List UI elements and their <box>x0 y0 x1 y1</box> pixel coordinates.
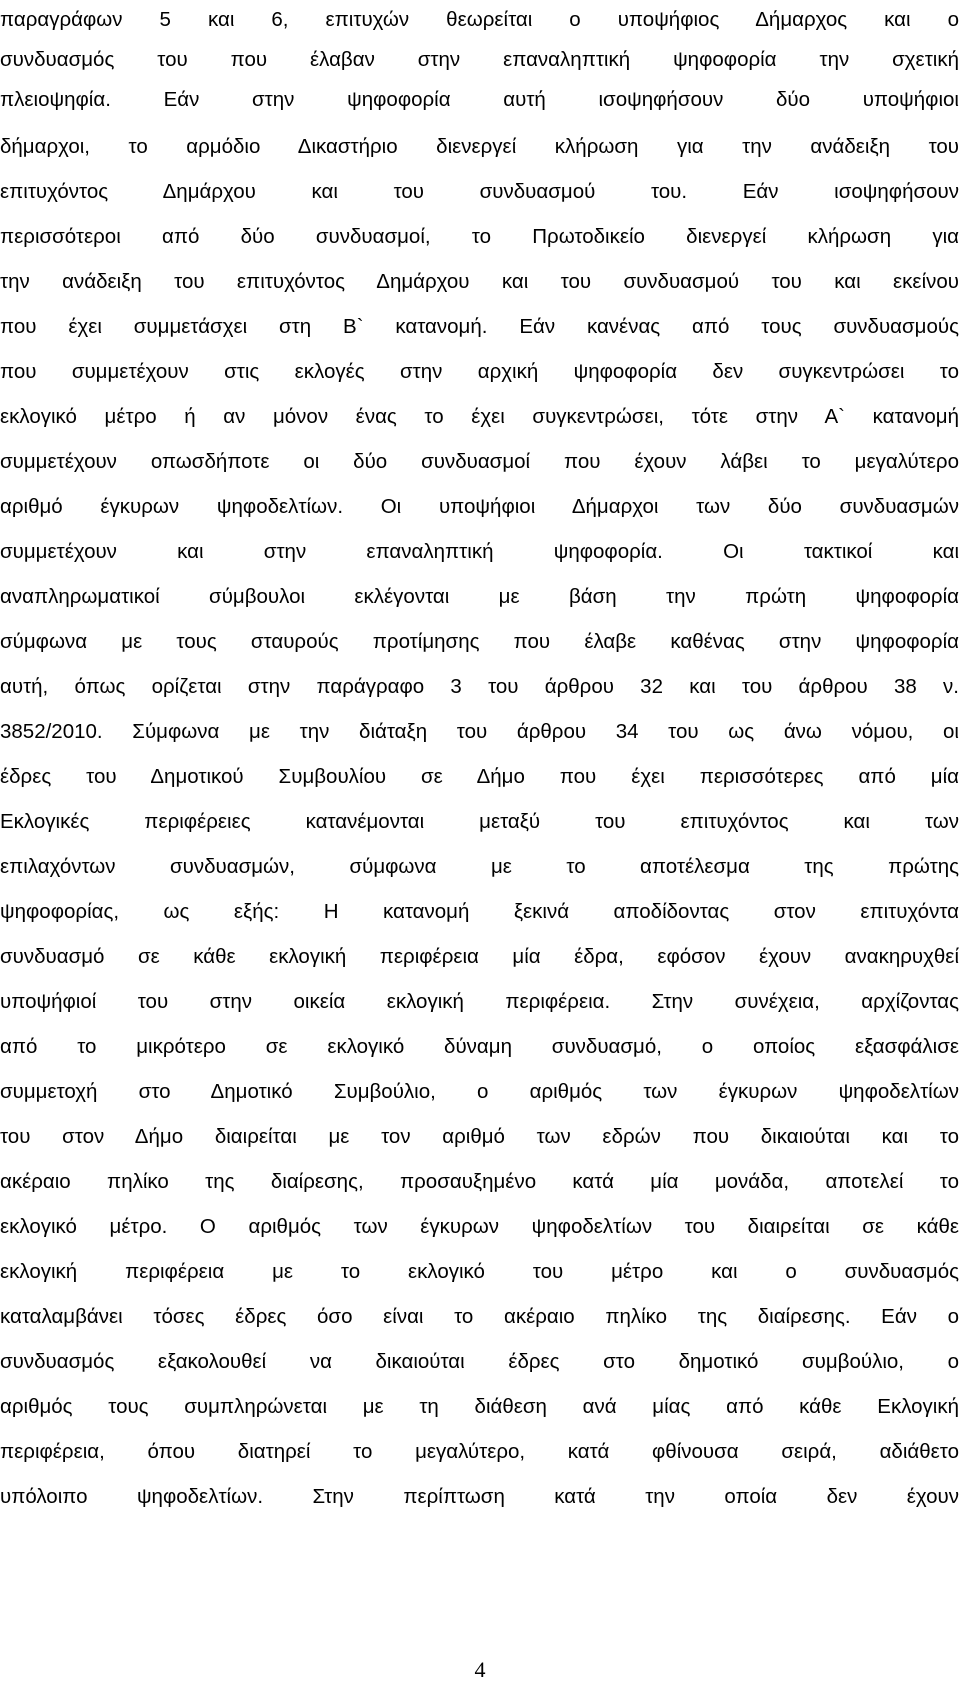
text-line: συμμετοχή στο Δημοτικό Συμβούλιο, ο αριθμός των έγκυρων ψηφοδελτίων <box>0 1080 959 1103</box>
text-line: επιλαχόντων συνδυασμών, σύμφωνα με το αποτέλεσμα της πρώτης <box>0 855 959 878</box>
text-line: εκλογικό μέτρο ή αν μόνον ένας το έχει συγκεντρώσει, τότε στην Α` κατανομή <box>0 405 959 428</box>
text-line: ακέραιο πηλίκο της διαίρεσης, προσαυξημένο κατά μία μονάδα, αποτελεί το <box>0 1170 959 1193</box>
text-line: από το μικρότερο σε εκλογικό δύναμη συνδυασμό, ο οποίος εξασφάλισε <box>0 1035 959 1058</box>
text-line: του στον Δήμο διαιρείται με τον αριθμό των εδρών που δικαιούται και το <box>0 1125 959 1148</box>
text-line: υπόλοιπο ψηφοδελτίων. Στην περίπτωση κατά την οποία δεν έχουν <box>0 1485 959 1508</box>
text-line: Εκλογικές περιφέρειες κατανέμονται μεταξύ του επιτυχόντος και των <box>0 810 959 833</box>
text-line: την ανάδειξη του επιτυχόντος Δημάρχου και του συνδυασμού του και εκείνου <box>0 270 959 293</box>
page-number: 4 <box>474 1657 486 1682</box>
text-line: καταλαμβάνει τόσες έδρες όσο είναι το ακέραιο πηλίκο της διαίρεσης. Εάν ο <box>0 1305 959 1328</box>
text-line: συμμετέχουν και στην επαναληπτική ψηφοφορία. Οι τακτικοί και <box>0 540 959 563</box>
text-line: σύμφωνα με τους σταυρούς προτίμησης που έλαβε καθένας στην ψηφοφορία <box>0 630 959 653</box>
text-line: συνδυασμός του που έλαβαν στην επαναληπτική ψηφοφορία την σχετική <box>0 48 959 71</box>
text-line: έδρες του Δημοτικού Συμβουλίου σε Δήμο που έχει περισσότερες από μία <box>0 765 959 788</box>
text-line: επιτυχόντος Δημάρχου και του συνδυασμού του. Εάν ισοψηφήσουν <box>0 180 959 203</box>
text-line: συνδυασμός εξακολουθεί να δικαιούται έδρες στο δημοτικό συμβούλιο, ο <box>0 1350 959 1373</box>
text-line: αριθμός τους συμπληρώνεται με τη διάθεση ανά μίας από κάθε Εκλογική <box>0 1395 959 1418</box>
text-line: που συμμετέχουν στις εκλογές στην αρχική ψηφοφορία δεν συγκεντρώσει το <box>0 360 959 383</box>
text-line: αριθμό έγκυρων ψηφοδελτίων. Οι υποψήφιοι Δήμαρχοι των δύο συνδυασμών <box>0 495 959 518</box>
text-line: υποψήφιοί του στην οικεία εκλογική περιφέρεια. Στην συνέχεια, αρχίζοντας <box>0 990 959 1013</box>
text-line: πλειοψηφία. Εάν στην ψηφοφορία αυτή ισοψηφήσουν δύο υποψήφιοι <box>0 88 959 111</box>
text-line: συμμετέχουν οπωσδήποτε οι δύο συνδυασμοί που έχουν λάβει το μεγαλύτερο <box>0 450 959 473</box>
text-line: εκλογικό μέτρο. Ο αριθμός των έγκυρων ψηφοδελτίων του διαιρείται σε κάθε <box>0 1215 959 1238</box>
text-line: εκλογική περιφέρεια με το εκλογικό του μέτρο και ο συνδυασμός <box>0 1260 959 1283</box>
text-line: ψηφοφορίας, ως εξής: Η κατανομή ξεκινά αποδίδοντας στον επιτυχόντα <box>0 900 959 923</box>
text-line: συνδυασμό σε κάθε εκλογική περιφέρεια μία έδρα, εφόσον έχουν ανακηρυχθεί <box>0 945 959 968</box>
text-line: αυτή, όπως ορίζεται στην παράγραφο 3 του άρθρου 32 και του άρθρου 38 ν. <box>0 675 959 698</box>
text-line: παραγράφων 5 και 6, επιτυχών θεωρείται ο υποψήφιος Δήμαρχος και ο <box>0 8 959 31</box>
text-line: που έχει συμμετάσχει στη Β` κατανομή. Εάν κανένας από τους συνδυασμούς <box>0 315 959 338</box>
text-line: δήμαρχοι, το αρμόδιο Δικαστήριο διενεργεί κλήρωση για την ανάδειξη του <box>0 135 959 158</box>
text-line: περιφέρεια, όπου διατηρεί το μεγαλύτερο, κατά φθίνουσα σειρά, αδιάθετο <box>0 1440 959 1463</box>
text-line: 3852/2010. Σύμφωνα με την διάταξη του άρθρου 34 του ως άνω νόμου, οι <box>0 720 959 743</box>
text-line: περισσότεροι από δύο συνδυασμοί, το Πρωτοδικείο διενεργεί κλήρωση για <box>0 225 959 248</box>
text-line: αναπληρωματικοί σύμβουλοι εκλέγονται με βάση την πρώτη ψηφοφορία <box>0 585 959 608</box>
